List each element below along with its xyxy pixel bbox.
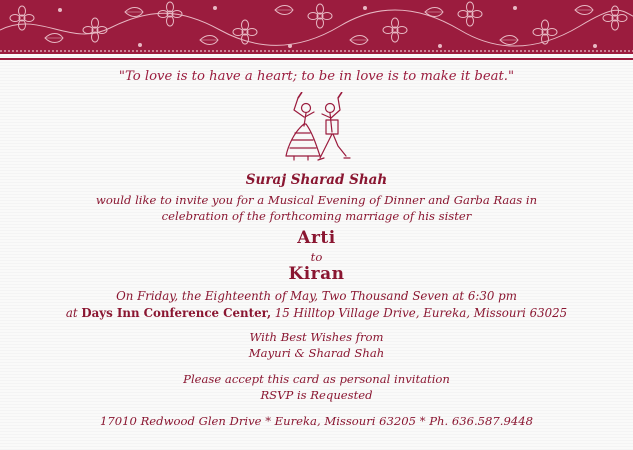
garba-dancers-icon: [280, 92, 356, 164]
floral-border-band: [0, 0, 633, 54]
event-venue: [0, 306, 633, 320]
contact-line: 17010 Redwood Glen Drive * Eureka, Missouri 63205 * Ph. 636.587.9448: [100, 414, 533, 428]
border-rule: [0, 58, 633, 60]
venue-prefix: at: [65, 306, 78, 320]
invitation-line-1: would like to invite you for a Musical Evening of Dinner and Garba Raas in: [95, 193, 538, 207]
connector-to: to: [310, 250, 323, 264]
invitation-line-2: celebration of the forthcoming marriage of his sister: [161, 209, 472, 223]
host-name: Suraj Sharad Shah: [245, 172, 388, 188]
bride-name: Arti: [297, 228, 336, 248]
floral-pattern-icon: [0, 0, 633, 54]
venue-name: Days Inn Conference Center,: [81, 306, 272, 320]
event-date: On Friday, the Eighteenth of May, Two Thousand Seven at 6:30 pm: [116, 289, 517, 303]
wishes-line-2: Mayuri & Sharad Shah: [248, 346, 385, 360]
accept-line-1: Please accept this card as personal invitation: [183, 372, 450, 386]
groom-name: Kiran: [288, 264, 345, 284]
venue-address: 15 Hilltop Village Drive, Eureka, Missouri 63025: [274, 306, 568, 320]
rsvp-line: RSVP is Requested: [260, 388, 373, 402]
love-quote: "To love is to have a heart; to be in love is to make it beat.": [118, 69, 515, 84]
wishes-line-1: With Best Wishes from: [249, 330, 384, 344]
